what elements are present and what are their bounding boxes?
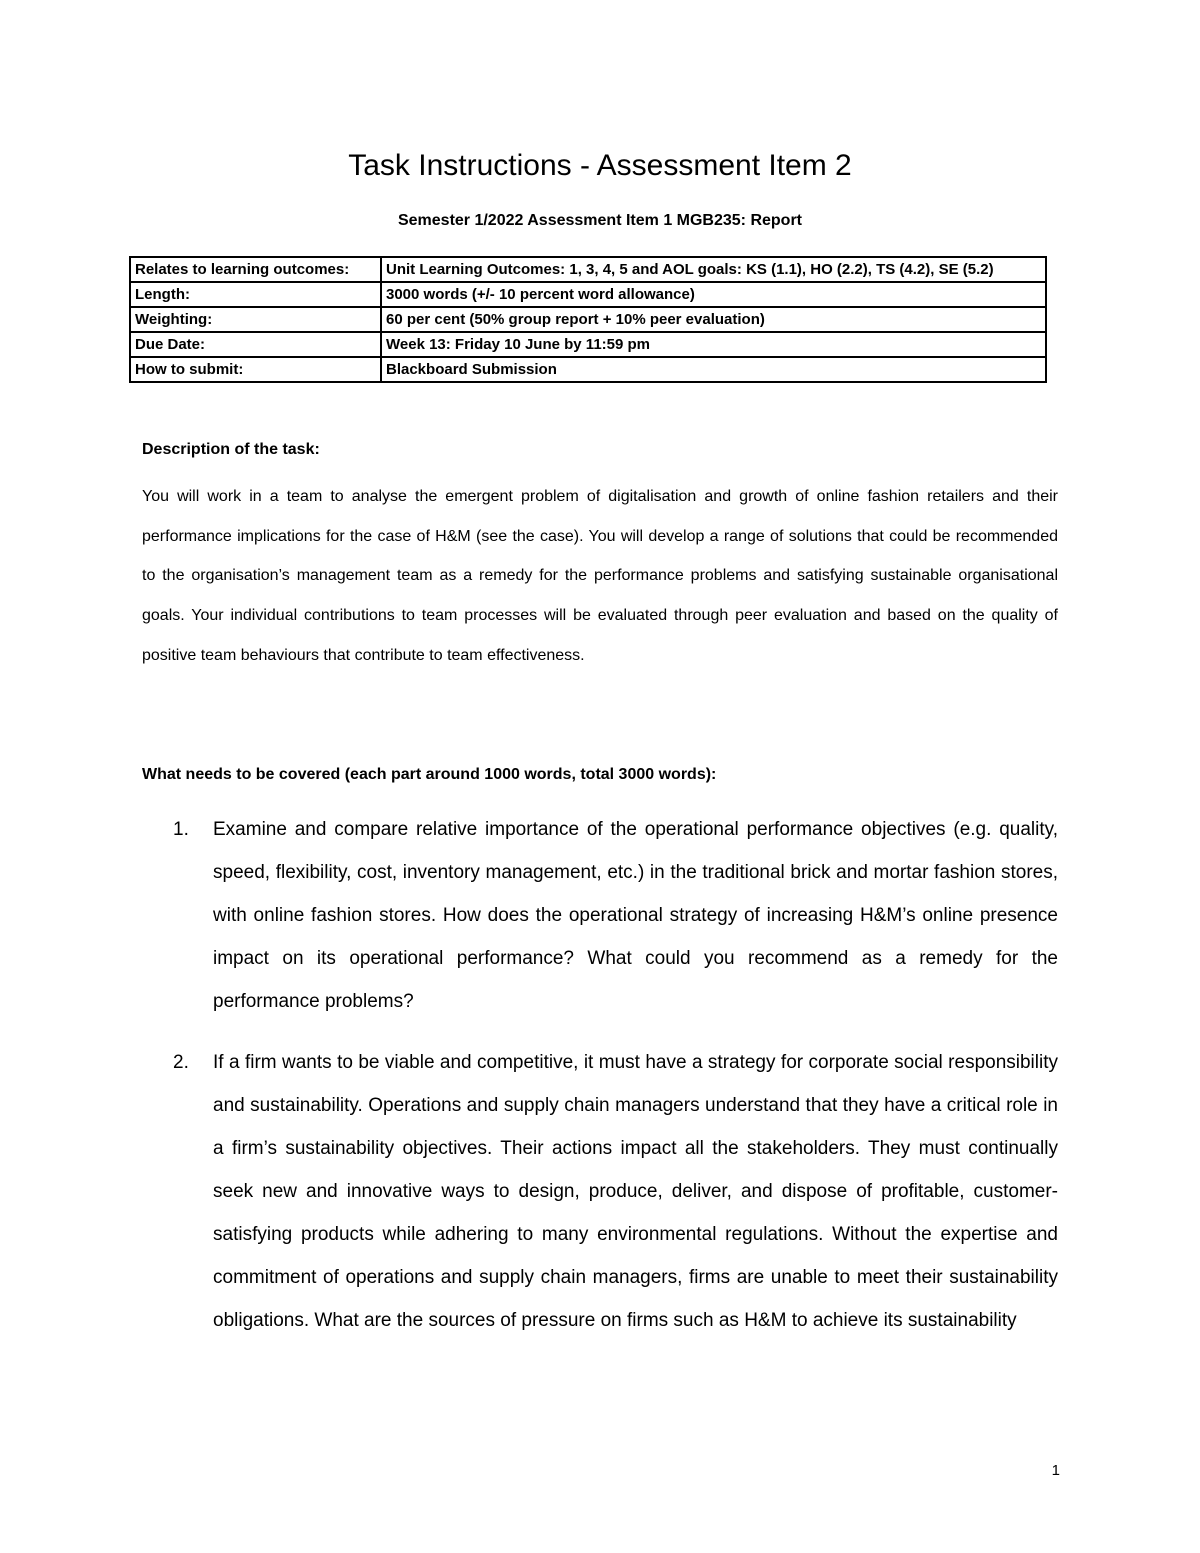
row-label: Due Date: xyxy=(130,332,381,357)
description-section xyxy=(142,439,1058,676)
row-label: Weighting: xyxy=(130,307,381,332)
page-title: Task Instructions - Assessment Item 2 xyxy=(348,149,852,182)
row-value: Unit Learning Outcomes: 1, 3, 4, 5 and AOL goals: KS (1.1), HO (2.2), TS (4.2), SE (5.2) xyxy=(381,257,1046,282)
item-number: 2. xyxy=(173,1052,189,1073)
list-item xyxy=(142,808,1058,1023)
description-body: You will work in a team to analyse the emergent problem of digitalisation and growth of online fashion retailers and their performance implications for the case of H&M (see the case). You will develop a range of solutions that could be recommended to the organisation’s management team as a remedy for the performance problems and satisfying sustainable organisational goals. Your individual contributions to team processes will be evaluated through peer evaluation and based on the quality of positive team behaviours that contribute to team effectiveness. xyxy=(142,488,1058,664)
list-item xyxy=(142,1041,1058,1342)
item-text: If a firm wants to be viable and competitive, it must have a strategy for corporate social responsibility and sustainability. Operations and supply chain managers understand that they have a critical role in a firm’s sustainability objectives. Their actions impact all the stakeholders. They must continually seek new and innovative ways to design, produce, deliver, and dispose of profitable, customer-satisfying products while adhering to many environmental regulations. Without the expertise and commitment of operations and supply chain managers, firms are unable to meet their sustainability obligations. What are the sources of pressure on firms such as H&M to achieve its sustainability xyxy=(213,1052,1058,1331)
row-value: Blackboard Submission xyxy=(381,357,1046,382)
coverage-section xyxy=(142,764,1058,786)
table-row xyxy=(130,307,1046,332)
row-value: 60 per cent (50% group report + 10% peer evaluation) xyxy=(381,307,1046,332)
item-text: Examine and compare relative importance of the operational performance objectives (e.g. quality, speed, flexibility, cost, inventory management, etc.) in the traditional brick and mortar fashion stores, with online fashion stores. How does the operational strategy of increasing H&M’s online presence impact on its operational performance? What could you recommend as a remedy for the performance problems? xyxy=(213,819,1058,1012)
assessment-details-table xyxy=(129,256,1047,383)
row-label: Relates to learning outcomes: xyxy=(130,257,381,282)
row-label: Length: xyxy=(130,282,381,307)
coverage-list xyxy=(142,808,1058,1360)
table-row xyxy=(130,332,1046,357)
coverage-heading: What needs to be covered (each part around 1000 words, total 3000 words): xyxy=(142,766,717,783)
description-heading: Description of the task: xyxy=(142,441,320,458)
table-row xyxy=(130,257,1046,282)
row-label: How to submit: xyxy=(130,357,381,382)
page-number: 1 xyxy=(1051,1462,1060,1479)
table-row xyxy=(130,357,1046,382)
row-value: 3000 words (+/- 10 percent word allowance) xyxy=(381,282,1046,307)
row-value: Week 13: Friday 10 June by 11:59 pm xyxy=(381,332,1046,357)
item-number: 1. xyxy=(173,819,189,840)
table-row xyxy=(130,282,1046,307)
assessment-subtitle: Semester 1/2022 Assessment Item 1 MGB235: Report xyxy=(397,212,803,229)
